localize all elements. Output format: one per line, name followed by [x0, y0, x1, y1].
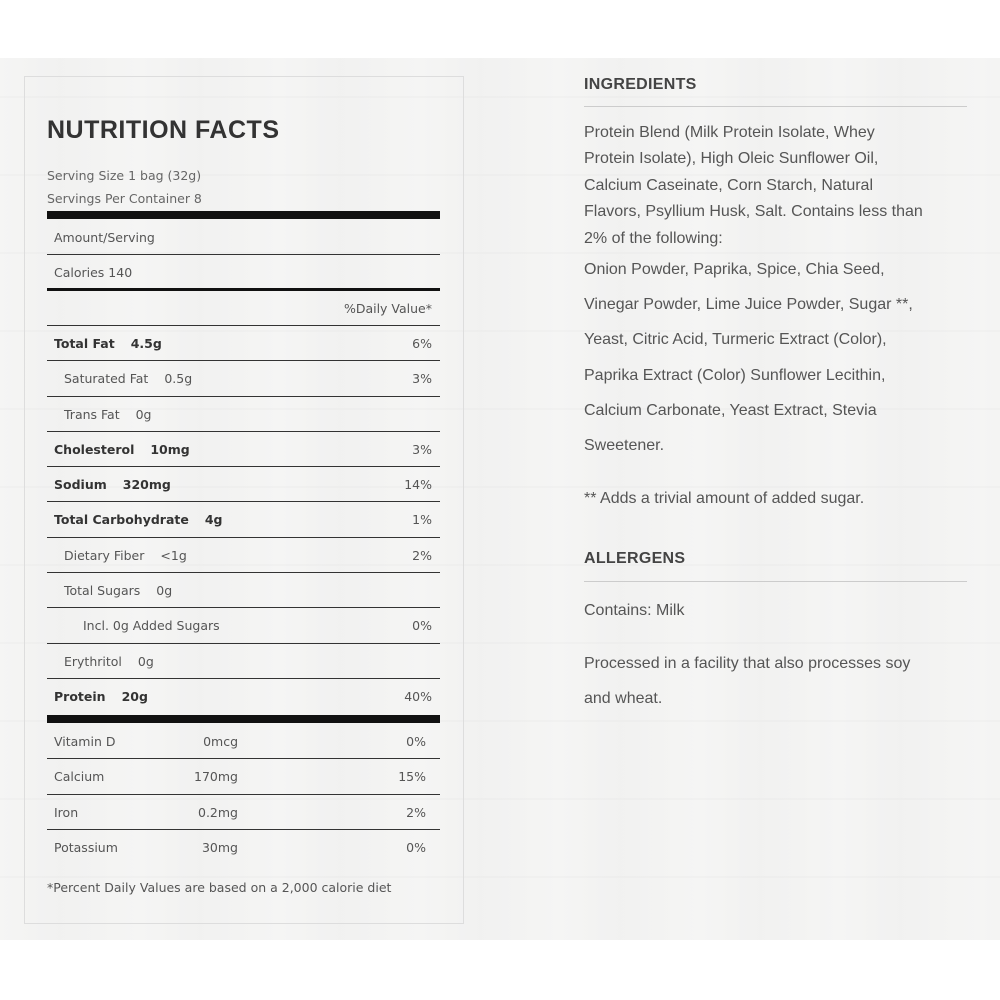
mineral-row: [47, 830, 440, 865]
nutrient-name: Total Sugars: [64, 583, 141, 599]
nutrient-daily-value: 40%: [404, 688, 432, 704]
ingredients-line: 2% of the following:: [584, 230, 723, 247]
ingredients-line: Calcium Caseinate, Corn Starch, Natural: [584, 177, 874, 194]
nutrient-row: [47, 502, 440, 537]
daily-value-header: %Daily Value*: [343, 301, 432, 316]
nutrient-amount: 0g: [156, 583, 173, 599]
nutrient-name: Sodium: [54, 477, 107, 493]
ingredients-line: Vinegar Powder, Lime Juice Powder, Sugar **,: [584, 296, 913, 313]
ingredients-line: Protein Isolate), High Oleic Sunflower Oil,: [584, 150, 879, 167]
ingredients-divider: [584, 106, 967, 107]
thick-divider-bottom: [47, 715, 440, 723]
nutrient-name: Total Carbohydrate: [54, 512, 189, 528]
nutrient-amount: 0g: [137, 653, 154, 669]
nutrient-label: [54, 512, 223, 527]
nutrient-row: [47, 644, 440, 679]
mineral-amount: 0.2mg: [198, 804, 238, 820]
nutrient-amount: 20g: [121, 688, 148, 704]
nutrient-name: Saturated Fat: [64, 371, 149, 387]
nutrient-amount: 10mg: [150, 441, 190, 457]
ingredients-line: Calcium Carbonate, Yeast Extract, Stevia: [584, 402, 877, 419]
mineral-row: [47, 759, 440, 794]
nutrient-label: [54, 689, 148, 704]
nutrient-name: Total Fat: [54, 336, 115, 351]
mineral-amount: 170mg: [194, 769, 238, 785]
thick-divider-top: [47, 211, 440, 219]
nutrient-label: [54, 336, 162, 351]
added-sugar-note: ** Adds a trivial amount of added sugar.: [584, 490, 865, 507]
nutrient-label: [64, 583, 172, 598]
nutrient-amount: 4.5g: [130, 336, 162, 351]
calories-label: Calories 140: [54, 265, 133, 280]
nutrition-table: [47, 220, 440, 714]
mineral-name: Vitamin D: [54, 734, 116, 749]
nutrient-daily-value: 14%: [404, 477, 432, 493]
amount-per-serving-label: Amount/Serving: [54, 230, 155, 245]
nutrient-amount: 320mg: [122, 477, 171, 493]
facility-line-1: Processed in a facility that also processes soy: [584, 655, 911, 672]
ingredients-heading: INGREDIENTS: [584, 76, 697, 93]
mineral-row: [47, 724, 440, 759]
nutrition-facts-title: NUTRITION FACTS: [47, 116, 280, 144]
nutrient-daily-value: 3%: [412, 441, 432, 457]
servings-per-container: Servings Per Container 8: [47, 191, 202, 206]
mineral-daily-value: 15%: [398, 769, 426, 785]
mineral-daily-value: 0%: [406, 734, 426, 749]
nutrient-daily-value: 6%: [412, 336, 432, 351]
nutrient-label: [64, 548, 187, 563]
allergen-contains: Contains: Milk: [584, 602, 685, 619]
ingredients-line: Flavors, Psyllium Husk, Salt. Contains less than: [584, 203, 923, 220]
nutrient-amount: 4g: [204, 512, 223, 528]
nutrient-name: Trans Fat: [64, 406, 120, 422]
nutrient-label: [64, 654, 154, 669]
mineral-amount: 30mg: [201, 839, 238, 855]
nutrient-daily-value: 0%: [412, 618, 432, 634]
nutrient-daily-value: 2%: [412, 547, 432, 563]
nutrient-label: [64, 371, 192, 386]
nutrient-rows: [47, 326, 440, 714]
nutrient-row: [47, 538, 440, 573]
nutrient-label: [83, 618, 220, 633]
nutrient-daily-value: 3%: [412, 371, 432, 387]
nutrient-label: [64, 407, 152, 422]
nutrient-name: Dietary Fiber: [64, 547, 145, 563]
nutrient-name: Incl. 0g Added Sugars: [83, 618, 220, 634]
nutrient-amount: 0g: [135, 406, 152, 422]
mineral-daily-value: 0%: [406, 839, 426, 855]
daily-value-header-row: [47, 291, 440, 326]
ingredients-line: Paprika Extract (Color) Sunflower Lecithin,: [584, 367, 886, 384]
serving-size: Serving Size 1 bag (32g): [47, 168, 202, 183]
nutrient-name: Erythritol: [64, 653, 122, 669]
nutrient-daily-value: 1%: [412, 512, 432, 528]
nutrient-row: [47, 573, 440, 608]
mineral-name: Calcium: [54, 769, 105, 785]
mineral-rows: [47, 724, 440, 865]
nutrient-name: Protein: [54, 688, 106, 704]
nutrient-label: [54, 477, 171, 492]
nutrient-label: [54, 442, 190, 457]
nutrient-amount: 0.5g: [164, 371, 193, 387]
ingredients-line: Sweetener.: [584, 437, 665, 454]
ingredients-line: Onion Powder, Paprika, Spice, Chia Seed,: [584, 261, 885, 278]
nutrient-row: [47, 467, 440, 502]
mineral-row: [47, 795, 440, 830]
nutrient-row: [47, 432, 440, 467]
nutrient-row: [47, 608, 440, 643]
allergens-heading: ALLERGENS: [584, 550, 686, 567]
amount-per-serving-row: [47, 220, 440, 255]
nutrient-row: [47, 397, 440, 432]
daily-value-footnote: *Percent Daily Values are based on a 2,000 calorie diet: [47, 880, 392, 895]
nutrient-row: [47, 326, 440, 361]
ingredients-line: Protein Blend (Milk Protein Isolate, Whey: [584, 124, 875, 141]
allergens-divider: [584, 581, 967, 582]
nutrient-amount: <1g: [160, 547, 187, 563]
calories-row: [47, 255, 440, 291]
mineral-daily-value: 2%: [406, 804, 426, 820]
facility-line-2: and wheat.: [584, 690, 663, 707]
ingredients-line: Yeast, Citric Acid, Turmeric Extract (Color),: [584, 331, 887, 348]
mineral-amount: 0mcg: [203, 734, 238, 749]
mineral-name: Iron: [54, 804, 79, 820]
mineral-name: Potassium: [54, 839, 118, 855]
nutrient-row: [47, 361, 440, 396]
nutrient-name: Cholesterol: [54, 441, 135, 457]
nutrient-row: [47, 679, 440, 714]
